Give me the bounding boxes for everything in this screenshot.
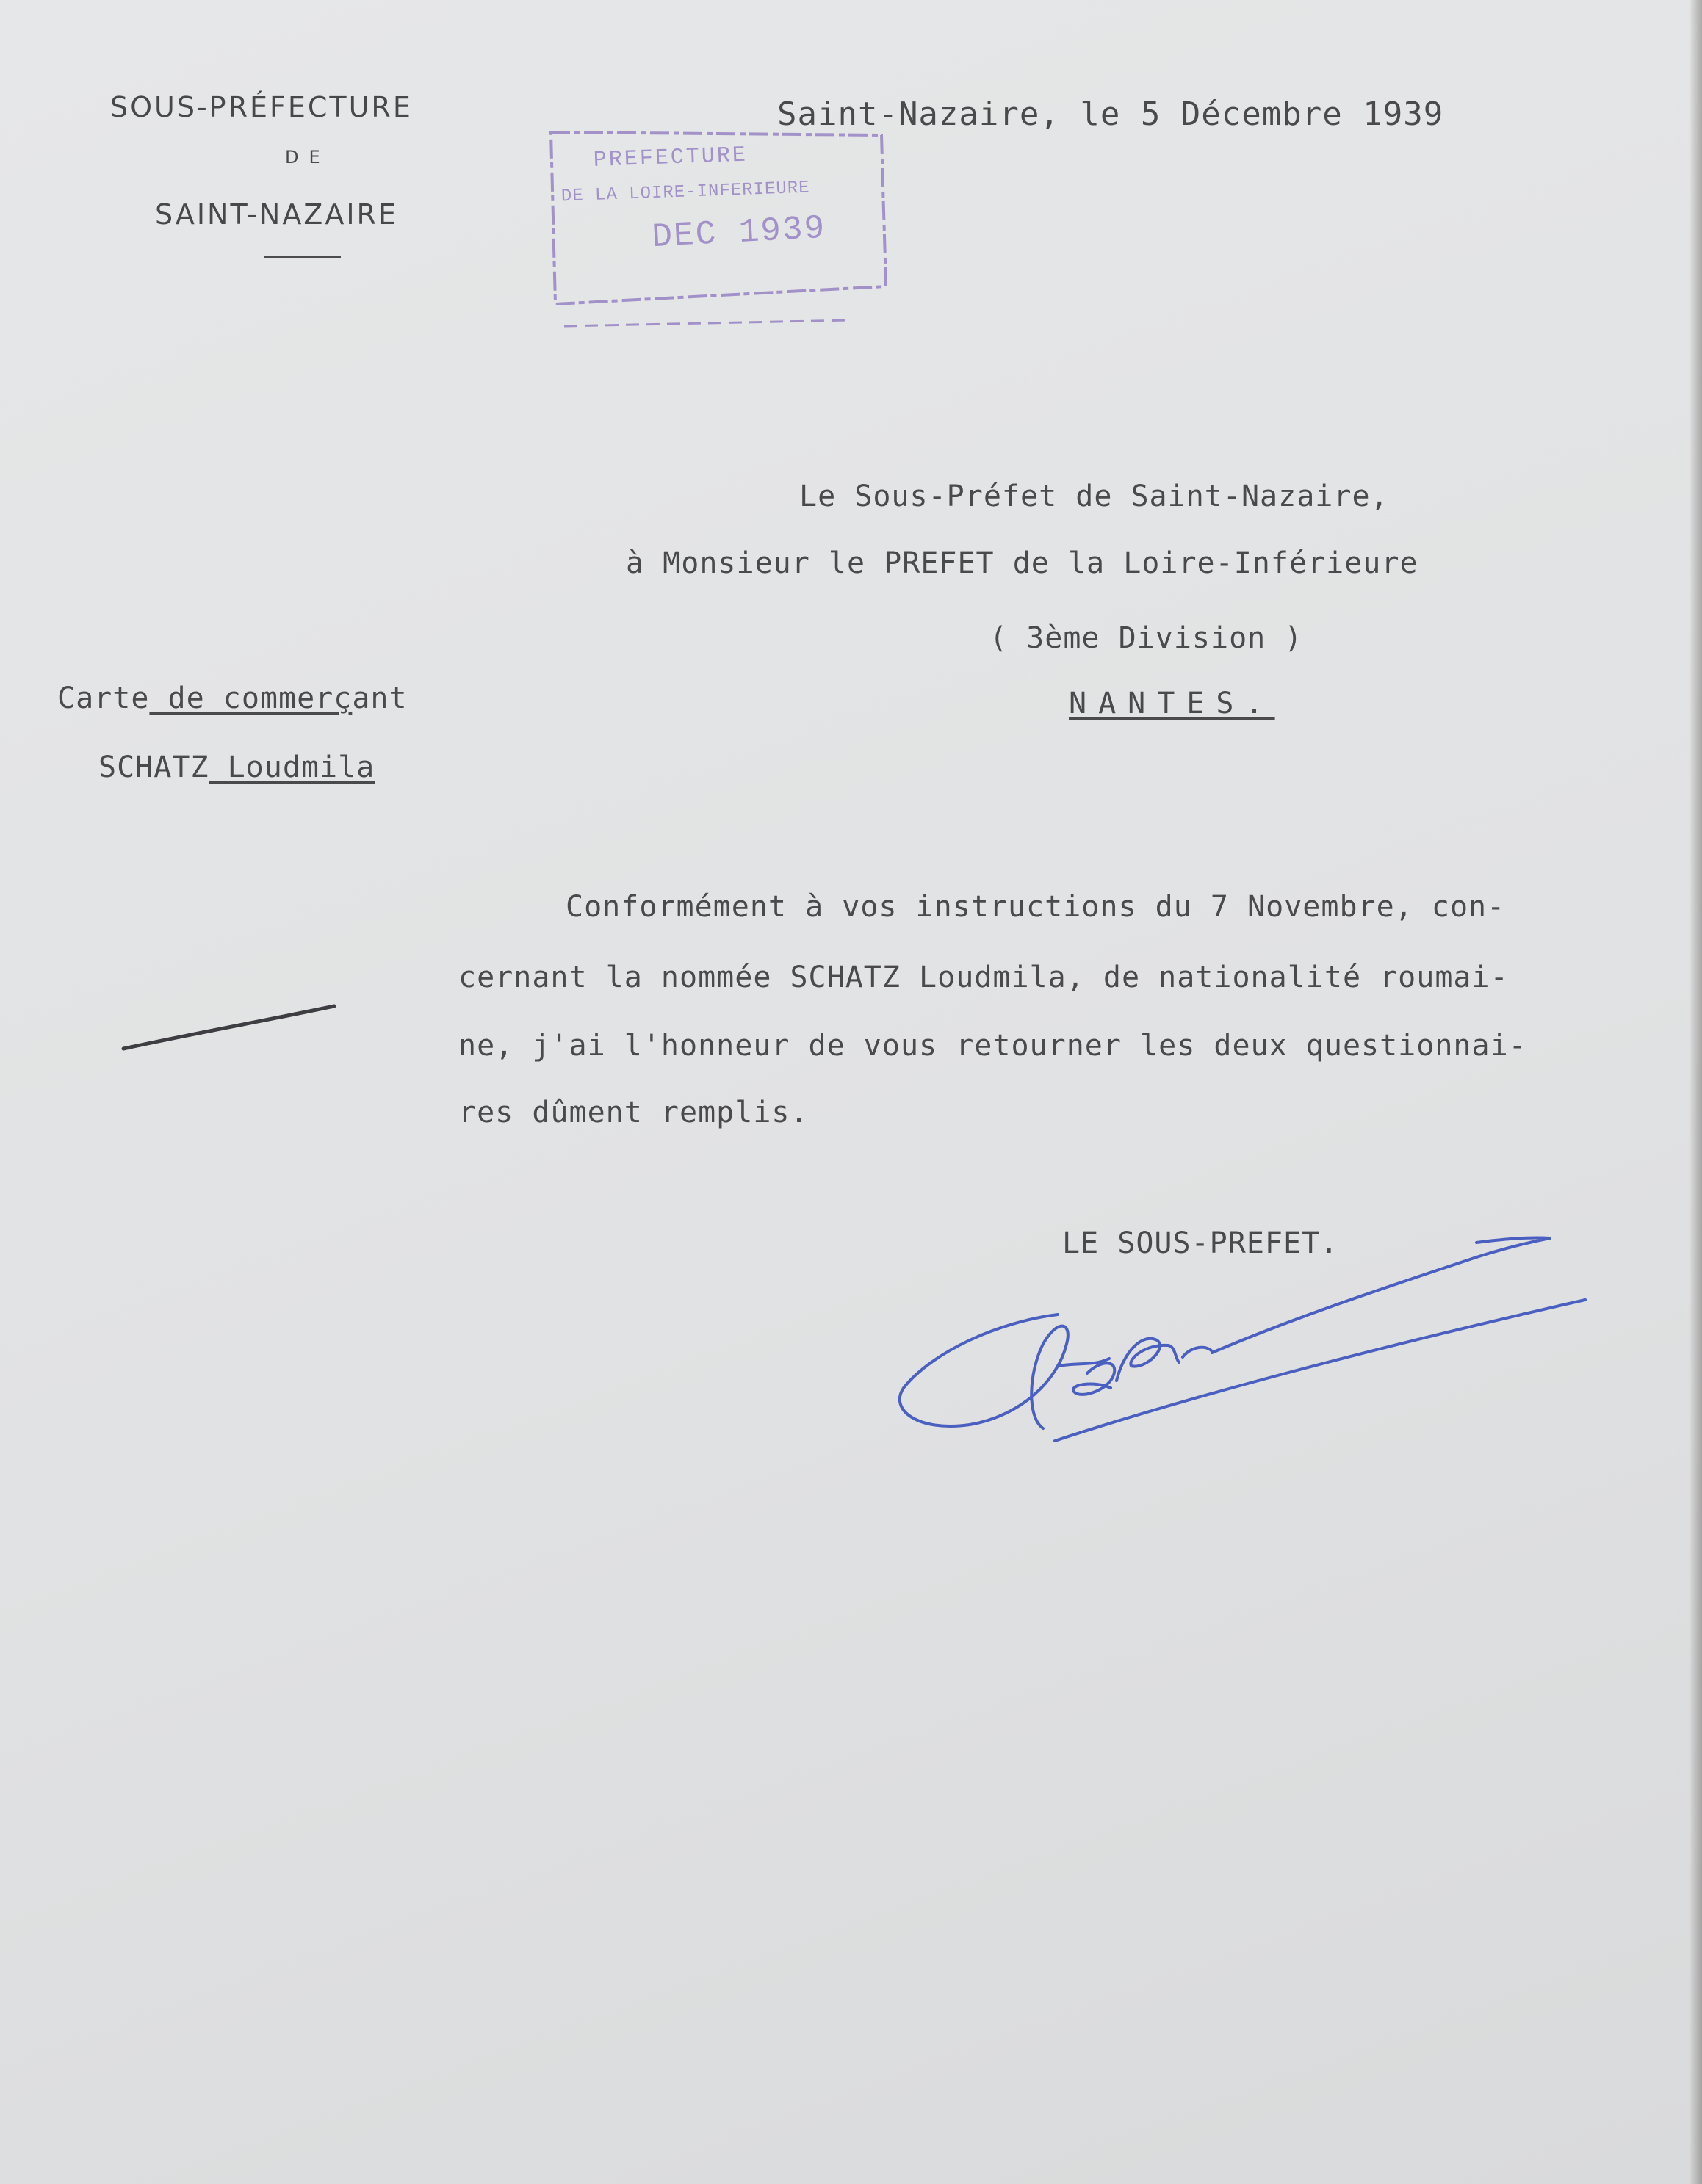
- letterhead-rule: [264, 256, 341, 258]
- letterhead-city: SAINT-NAZAIRE: [155, 198, 398, 231]
- recipient-line: à Monsieur le PREFET de la Loire-Inférieure: [626, 546, 1418, 580]
- reception-stamp: [542, 116, 895, 336]
- subject-prefix: Carte: [57, 681, 150, 715]
- subject-suffix: ant: [352, 681, 408, 715]
- subject-underlined: de commerç: [149, 681, 353, 715]
- subject-reference: [57, 681, 408, 715]
- margin-pen-stroke: [123, 1006, 334, 1049]
- svg-text:PREFECTURE: PREFECTURE: [593, 142, 749, 173]
- body-line-1: Conformément à vos instructions du 7 Novembre, con-: [566, 890, 1506, 924]
- signature: [900, 1237, 1585, 1441]
- page-edge-shadow: [1689, 0, 1702, 2184]
- name-prefix: SCHATZ: [98, 751, 209, 784]
- body-line-4: res dûment remplis.: [458, 1096, 809, 1129]
- closing-title: LE SOUS-PREFET.: [1062, 1226, 1339, 1260]
- letterhead-office: SOUS-PRÉFECTURE: [110, 91, 413, 123]
- body-line-3: ne, j'ai l'honneur de vous retourner les deux questionnai-: [458, 1029, 1527, 1063]
- recipient-city: NANTES.: [1069, 687, 1275, 720]
- date-line: Saint-Nazaire, le 5 Décembre 1939: [777, 95, 1444, 133]
- sender-line: Le Sous-Préfet de Saint-Nazaire,: [799, 480, 1389, 513]
- name-underlined: Loudmila: [209, 751, 375, 784]
- body-line-2: cernant la nommée SCHATZ Loudmila, de nationalité roumai-: [458, 961, 1509, 994]
- letterhead-de: DE: [285, 147, 331, 167]
- subject-name: [98, 751, 375, 784]
- svg-text:DE LA LOIRE-INFERIEURE: DE LA LOIRE-INFERIEURE: [560, 178, 811, 207]
- division-line: ( 3ème Division ): [989, 621, 1303, 655]
- svg-text:DEC 1939: DEC 1939: [651, 209, 827, 257]
